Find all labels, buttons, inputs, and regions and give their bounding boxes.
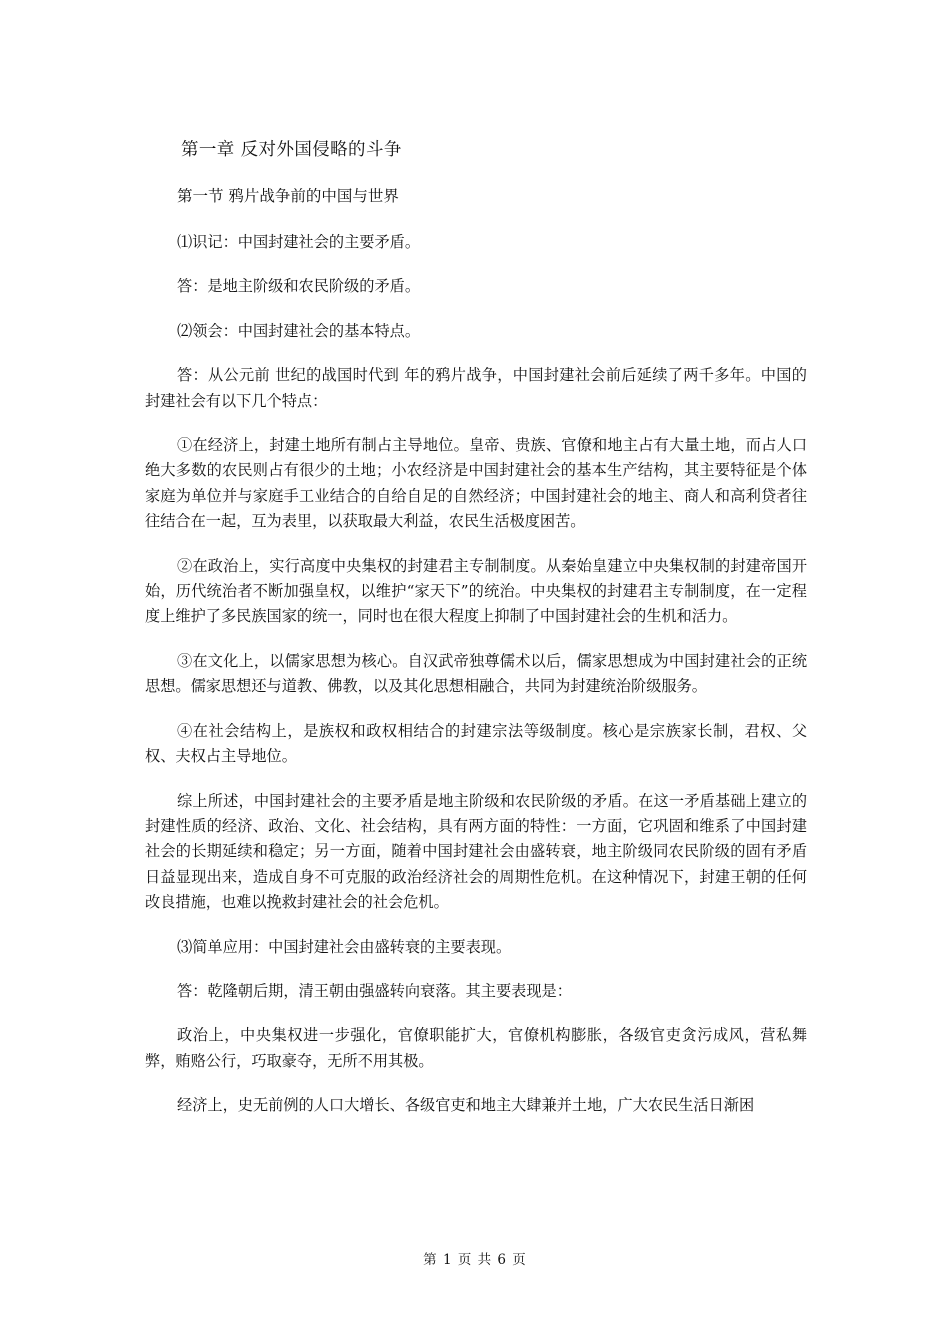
paragraph-social-structure: ④在社会结构上，是族权和政权相结合的封建宗法等级制度。核心是宗族家长制，君权、父权、夫权占主导地位。	[145, 721, 807, 766]
paragraph-comprehend-answer-intro: 答：从公元前 世纪的战国时代到 年的鸦片战争，中国封建社会前后延续了两千多年。中国的封建社会有以下几个特点：	[145, 366, 807, 410]
paragraph-politics-decline: 政治上，中央集权进一步强化，官僚职能扩大，官僚机构膨胀，各级官吏贪污成风，营私舞弊，贿赂公行，巧取豪夺，无所不用其极。	[145, 1026, 807, 1070]
section-title: 第一节 鸦片战争前的中国与世界	[177, 187, 399, 205]
paragraph-comprehend-question: ⑵领会：中国封建社会的基本特点。	[177, 321, 420, 340]
paragraph-politics: ②在政治上，实行高度中央集权的封建君主专制制度。从秦始皇建立中央集权制的封建帝国开始，历代统治者不断加强皇权，以维护“家天下”的统治。中央集权的封建君主专制制度，在一定程度上维护了多民族国家的统一，同时也在很大程度上抑制了中国封建社会的生机和活力。	[145, 556, 807, 626]
paragraph-culture: ③在文化上，以儒家思想为核心。自汉武帝独尊儒术以后，儒家思想成为中国封建社会的正统思想。儒家思想还与道教、佛教，以及其化思想相融合，共同为封建统治阶级服务。	[145, 651, 807, 696]
document-body	[145, 135, 807, 1119]
chapter-title: 第一章 反对外国侵略的斗争	[181, 140, 402, 160]
page-number: 第 1 页 共 6 页	[423, 1252, 527, 1268]
paragraph-summary: 综上所述，中国封建社会的主要矛盾是地主阶级和农民阶级的矛盾。在这一矛盾基础上建立的封建性质的经济、政治、文化、社会结构，具有两方面的特性：一方面，它巩固和维系了中国封建社会的长期延续和稳定；另一方面，随着中国封建社会由盛转衰，地主阶级同农民阶级的固有矛盾日益显现出来，造成自身不可克服的政治经济社会的周期性危机。在这种情况下，封建王朝的任何改良措施，也难以挽救封建社会的社会危机。	[145, 791, 807, 912]
paragraph-application-answer: 答：乾隆朝后期，清王朝由强盛转向衰落。其主要表现是：	[177, 981, 572, 1000]
paragraph-recall-answer: 答：是地主阶级和农民阶级的矛盾。	[177, 277, 420, 296]
paragraph-application-question: ⑶简单应用：中国封建社会由盛转衰的主要表现。	[177, 937, 512, 956]
paragraph-economy-decline: 经济上，史无前例的人口大增长、各级官吏和地主大肆兼并土地，广大农民生活日渐困	[177, 1096, 755, 1115]
paragraph-economy: ①在经济上，封建土地所有制占主导地位。皇帝、贵族、官僚和地主占有大量土地，而占人口绝大多数的农民则占有很少的土地；小农经济是中国封建社会的基本生产结构，其主要特征是个体家庭为单位并与家庭手工业结合的自给自足的自然经济；中国封建社会的地主、商人和高利贷者往往结合在一起，互为表里，以获取最大利益，农民生活极度困苦。	[145, 436, 807, 531]
paragraph-recall-question: ⑴识记：中国封建社会的主要矛盾。	[177, 233, 420, 251]
